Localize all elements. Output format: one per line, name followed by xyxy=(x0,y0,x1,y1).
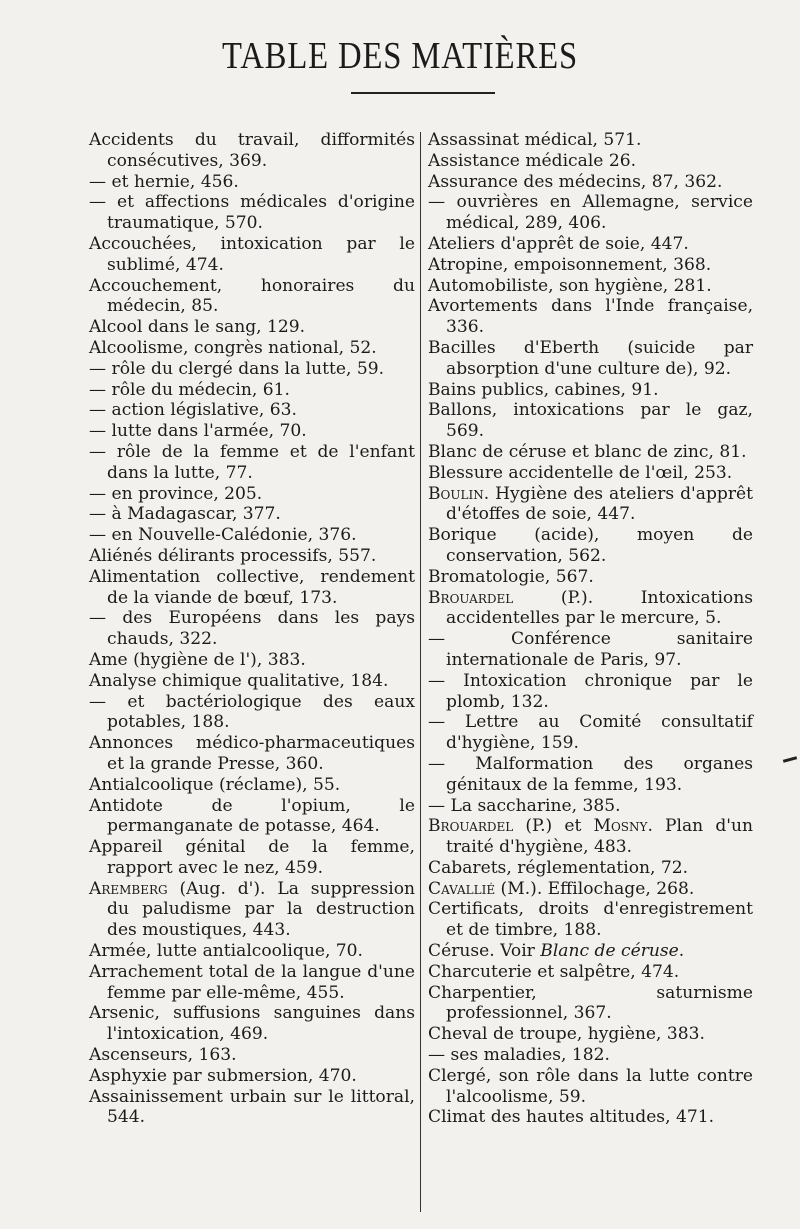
index-entry: — et bactériologique des eaux potables, 188. xyxy=(89,691,415,733)
index-entry: Avortements dans l'Inde française, 336. xyxy=(428,296,753,338)
index-entry: Analyse chimique qualitative, 184. xyxy=(89,670,389,691)
index-entry: Blanc de céruse et blanc de zinc, 81. xyxy=(428,441,747,462)
index-entry: — rôle du clergé dans la lutte, 59. xyxy=(89,358,385,379)
index-entry: — ouvrières en Allemagne, service médical, 289, 406. xyxy=(428,192,753,234)
index-entry: Climat des hautes altitudes, 471. xyxy=(428,1107,715,1128)
index-entry: Borique (acide), moyen de conservation, 562. xyxy=(428,525,753,566)
index-entry: Asphyxie par submersion, 470. xyxy=(89,1065,357,1086)
index-entry: Assassinat médical, 571. xyxy=(428,130,642,150)
index-entry: Certificats, droits d'enregistrement et de timbre, 188. xyxy=(428,899,753,941)
index-entry: Antidote de l'opium, le permanganate de potasse, 464. xyxy=(89,795,415,837)
index-entry: Atropine, empoisonnement, 368. xyxy=(428,254,712,275)
index-column-left xyxy=(89,130,415,1128)
index-entry: — Conférence sanitaire internationale de Paris, 97. xyxy=(428,629,753,670)
index-entry: Cabarets, réglementation, 72. xyxy=(428,857,689,878)
index-column-right xyxy=(428,130,753,1128)
index-entry: Ame (hygiène de l'), 383. xyxy=(89,649,306,670)
index-entry: — La saccharine, 385. xyxy=(428,795,621,816)
index-entry: Alcool dans le sang, 129. xyxy=(89,317,306,338)
index-entry: — et affections médicales d'origine traumatique, 570. xyxy=(89,192,415,234)
index-entry: Assurance des médecins, 87, 362. xyxy=(428,171,723,192)
margin-mark xyxy=(783,756,797,763)
index-entry: — ses maladies, 182. xyxy=(428,1045,610,1066)
index-entry: Ascenseurs, 163. xyxy=(89,1045,237,1066)
index-entry: — et hernie, 456. xyxy=(89,171,239,192)
index-entry: — Lettre au Comité consultatif d'hygiène, 159. xyxy=(428,712,753,754)
index-entry: Antialcoolique (réclame), 55. xyxy=(89,774,341,795)
index-entry: Bacilles d'Eberth (suicide par absorption d'une culture de), 92. xyxy=(428,337,753,379)
title-rule xyxy=(351,92,495,94)
index-entry: Alimentation collective, rendement de la viande de bœuf, 173. xyxy=(89,566,415,608)
index-entry: Aremberg (Aug. d'). La suppression du paludisme par la destruction des moustiques, 443. xyxy=(89,878,415,941)
index-entry: — rôle du médecin, 61. xyxy=(89,379,290,400)
index-entry: Céruse. Voir Blanc de céruse. xyxy=(428,941,685,962)
index-entry: Blessure accidentelle de l'œil, 253. xyxy=(428,462,733,483)
index-entry: Arrachement total de la langue d'une femme par elle-même, 455. xyxy=(89,961,415,1003)
index-entry: — action législative, 63. xyxy=(89,400,297,421)
index-entry: Alcoolisme, congrès national, 52. xyxy=(89,337,377,358)
index-entry: Annonces médico-pharmaceutiques et la grande Presse, 360. xyxy=(89,733,415,774)
index-entry: Arsenic, suffusions sanguines dans l'intoxication, 469. xyxy=(89,1003,415,1045)
index-entry: Cheval de troupe, hygiène, 383. xyxy=(428,1024,705,1045)
page-title: TABLE DES MATIÈRES xyxy=(221,35,579,77)
index-entry: — en province, 205. xyxy=(89,483,263,504)
index-entry: Charpentier, saturnisme professionnel, 367. xyxy=(428,982,753,1024)
index-entry: — lutte dans l'armée, 70. xyxy=(89,421,307,442)
index-entry: Accouchement, honoraires du médecin, 85. xyxy=(89,275,415,317)
index-entry: Brouardel (P.) et Mosny. Plan d'un traité d'hygiène, 483. xyxy=(428,816,753,858)
index-entry: Bromatologie, 567. xyxy=(428,566,594,587)
index-entry: Bains publics, cabines, 91. xyxy=(428,379,659,400)
index-entry: Accouchées, intoxication par le sublimé, 474. xyxy=(89,233,415,275)
index-entry: Cavallié (M.). Effilochage, 268. xyxy=(428,878,695,899)
index-entry: Aliénés délirants processifs, 557. xyxy=(89,545,377,566)
index-entry: — à Madagascar, 377. xyxy=(89,504,281,525)
index-entry: Automobiliste, son hygiène, 281. xyxy=(428,275,712,296)
index-entry: Brouardel (P.). Intoxications accidentelles par le mercure, 5. xyxy=(428,587,753,629)
index-entry: — Intoxication chronique par le plomb, 132. xyxy=(428,670,753,712)
column-divider xyxy=(420,132,421,1212)
index-entry: Assainissement urbain sur le littoral, 544. xyxy=(89,1086,415,1128)
index-entry: — rôle de la femme et de l'enfant dans la lutte, 77. xyxy=(89,441,415,483)
index-entry: Ballons, intoxications par le gaz, 569. xyxy=(428,400,753,442)
index-entry: — des Européens dans les pays chauds, 322. xyxy=(89,608,415,650)
index-entry: Accidents du travail, difformités consécutives, 369. xyxy=(89,130,415,171)
index-entry: Boulin. Hygiène des ateliers d'apprêt d'étoffes de soie, 447. xyxy=(428,483,753,525)
index-entry: Assistance médicale 26. xyxy=(428,150,637,171)
index-entry: — en Nouvelle-Calédonie, 376. xyxy=(89,525,357,546)
index-entry: — Malformation des organes génitaux de la femme, 193. xyxy=(428,753,753,795)
index-entry: Clergé, son rôle dans la lutte contre l'alcoolisme, 59. xyxy=(428,1065,753,1107)
index-entry: Charcuterie et salpêtre, 474. xyxy=(428,961,680,982)
index-entry: Ateliers d'apprêt de soie, 447. xyxy=(428,233,689,254)
index-entry: Appareil génital de la femme, rapport avec le nez, 459. xyxy=(89,837,415,878)
index-entry: Armée, lutte antialcoolique, 70. xyxy=(89,941,363,962)
